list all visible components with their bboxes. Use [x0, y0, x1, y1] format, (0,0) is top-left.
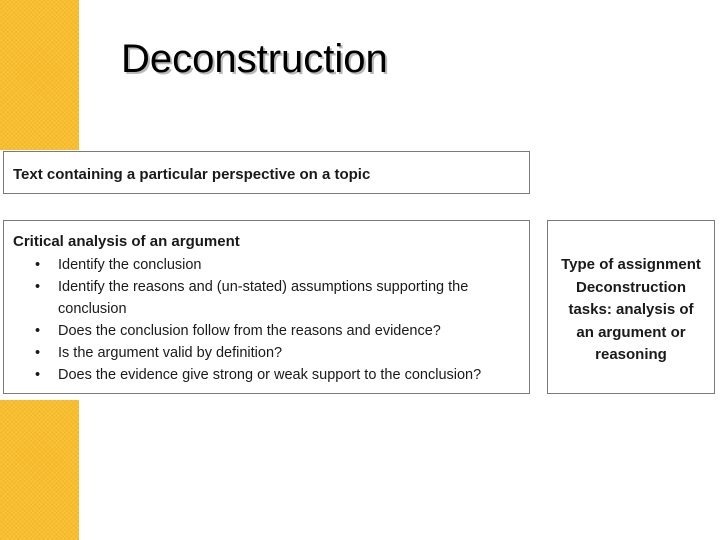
- critical-analysis-box: [3, 220, 530, 394]
- assignment-type-line: tasks: analysis of: [568, 301, 694, 318]
- list-item-text: Identify the reasons and (un-stated) assumptions supporting the: [58, 279, 469, 295]
- list-item-text: Is the argument valid by definition?: [58, 345, 283, 361]
- perspective-box: [3, 151, 530, 194]
- list-item-text: Does the evidence give strong or weak support to the conclusion?: [58, 367, 482, 383]
- list-item: [35, 254, 529, 276]
- assignment-type-line: Type of assignment: [561, 256, 701, 273]
- list-item: [35, 276, 529, 320]
- accent-bar-top: [0, 0, 79, 150]
- bullet-icon: •: [35, 257, 41, 273]
- assignment-type-line: Deconstruction: [575, 278, 686, 296]
- perspective-heading: Text containing a particular perspective on a topic: [13, 166, 371, 183]
- assignment-type-line: reasoning: [595, 346, 667, 363]
- critical-analysis-heading: Critical analysis of an argument: [13, 233, 240, 250]
- list-item-text-continued: conclusion: [58, 301, 127, 317]
- list-item: [35, 342, 529, 364]
- bullet-icon: •: [35, 367, 41, 383]
- bullet-icon: •: [35, 345, 41, 361]
- assignment-type-box: [547, 220, 715, 394]
- critical-analysis-list: [13, 254, 529, 386]
- bullet-icon: •: [35, 323, 41, 339]
- slide-title: Deconstruction: [121, 37, 388, 81]
- assignment-type-line: an argument or: [576, 323, 686, 341]
- list-item: [35, 364, 529, 386]
- bullet-icon: •: [35, 279, 41, 295]
- accent-bar-bottom: [0, 400, 79, 540]
- list-item: [35, 320, 529, 342]
- list-item-text: Identify the conclusion: [58, 257, 202, 273]
- list-item-text: Does the conclusion follow from the reasons and evidence?: [58, 323, 441, 339]
